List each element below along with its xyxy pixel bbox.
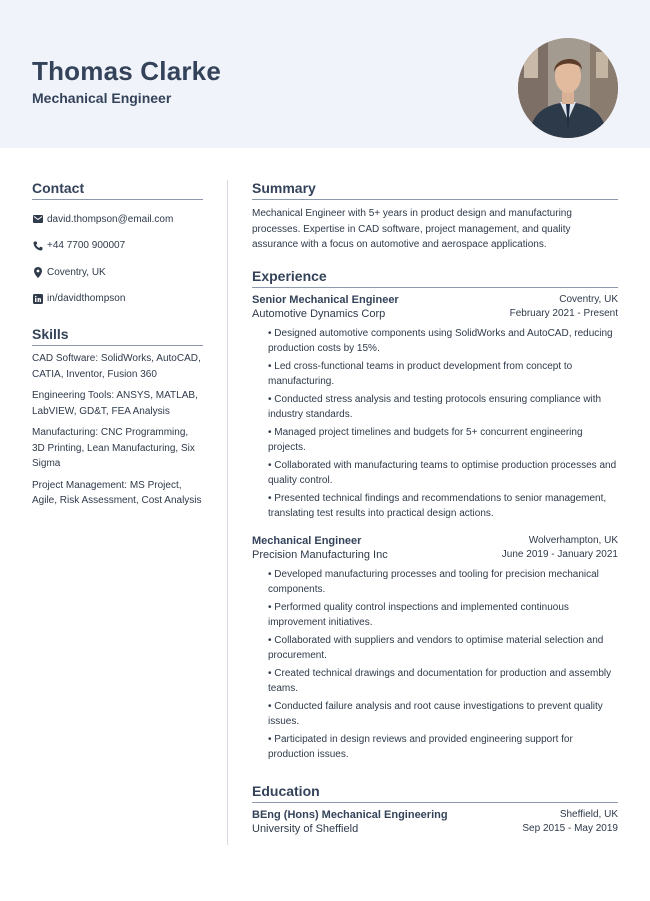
summary-heading: Summary bbox=[252, 180, 618, 200]
skill-item: Project Management: MS Project, Agile, Risk Assessment, Cost Analysis bbox=[32, 479, 202, 506]
location-icon bbox=[32, 267, 43, 278]
job-location: Coventry, UK bbox=[559, 293, 618, 305]
job-bullets bbox=[252, 567, 618, 763]
candidate-name: Thomas Clarke bbox=[32, 56, 222, 86]
skill-item: Manufacturing: CNC Programming, 3D Printing, Lean Manufacturing, Six Sigma bbox=[32, 427, 195, 469]
job-dates: June 2019 - January 2021 bbox=[501, 549, 618, 560]
job-bullet: • Designed automotive components using SolidWorks and AutoCAD, reducing production costs by 15%. bbox=[268, 327, 613, 354]
degree-title: BEng (Hons) Mechanical Engineering bbox=[252, 808, 448, 821]
contact-linkedin-text: in/davidthompson bbox=[47, 293, 126, 305]
job-title: Senior Mechanical Engineer bbox=[252, 293, 399, 306]
contact-location bbox=[32, 259, 203, 286]
email-icon bbox=[32, 214, 43, 225]
contact-heading: Contact bbox=[32, 180, 203, 200]
job-title: Mechanical Engineer bbox=[252, 534, 362, 547]
right-column bbox=[252, 180, 618, 837]
job-bullet: • Led cross-functional teams in product development from concept to manufacturing. bbox=[268, 360, 573, 387]
skill-item: Engineering Tools: ANSYS, MATLAB, LabVIEW, GD&T, FEA Analysis bbox=[32, 390, 198, 417]
job-bullet: • Managed project timelines and budgets for 5+ concurrent engineering projects. bbox=[268, 426, 583, 453]
contact-phone[interactable] bbox=[32, 233, 203, 260]
summary-text: Mechanical Engineer with 5+ years in product design and manufacturing processes. Expertise in CAD software, project management, and quality assurance with a focus on automotive and aerospace applications. bbox=[252, 208, 572, 250]
job-company: Precision Manufacturing Inc bbox=[252, 549, 388, 561]
skills-list bbox=[32, 351, 203, 509]
contact-linkedin[interactable] bbox=[32, 286, 203, 313]
contact-location-text: Coventry, UK bbox=[47, 266, 106, 278]
job-bullet: • Created technical drawings and documentation for production and assembly teams. bbox=[268, 667, 612, 694]
job-bullet: • Collaborated with suppliers and vendors to optimise material selection and procurement. bbox=[268, 634, 604, 661]
job-bullets bbox=[252, 326, 618, 522]
skills-heading: Skills bbox=[32, 326, 203, 346]
job-bullet: • Conducted failure analysis and root cause investigations to prevent quality issues. bbox=[268, 700, 603, 727]
job-bullet: • Conducted stress analysis and testing protocols ensuring compliance with industry standards. bbox=[268, 393, 602, 420]
job-entry bbox=[252, 293, 618, 522]
job-bullet: • Developed manufacturing processes and tooling for precision mechanical components. bbox=[268, 568, 599, 595]
contact-email[interactable] bbox=[32, 206, 203, 233]
job-bullet: • Participated in design reviews and provided engineering support for production issues. bbox=[268, 733, 573, 760]
contact-phone-text: +44 7700 900007 bbox=[47, 240, 126, 252]
resume-header bbox=[0, 0, 650, 148]
job-bullet: • Performed quality control inspections and implemented continuous improvement initiatives. bbox=[268, 601, 569, 628]
linkedin-icon bbox=[32, 293, 43, 304]
experience-heading: Experience bbox=[252, 268, 618, 288]
contact-email-text: david.thompson@email.com bbox=[47, 213, 174, 225]
job-bullet: • Collaborated with manufacturing teams to optimise production processes and quality control. bbox=[268, 459, 617, 486]
education-heading: Education bbox=[252, 783, 618, 803]
education-dates: Sep 2015 - May 2019 bbox=[522, 823, 618, 834]
job-entry bbox=[252, 534, 618, 763]
profile-photo bbox=[518, 38, 618, 138]
school-name: University of Sheffield bbox=[252, 823, 359, 835]
column-divider bbox=[227, 180, 228, 845]
education-location: Sheffield, UK bbox=[559, 808, 618, 820]
job-bullet: • Presented technical findings and recommendations to senior management, translating test results into practical design actions. bbox=[268, 492, 607, 519]
left-column bbox=[32, 180, 203, 509]
education-entry bbox=[252, 808, 618, 837]
candidate-title: Mechanical Engineer bbox=[32, 90, 172, 106]
skill-item: CAD Software: SolidWorks, AutoCAD, CATIA, Inventor, Fusion 360 bbox=[32, 353, 201, 380]
phone-icon bbox=[32, 240, 43, 251]
job-location: Wolverhampton, UK bbox=[528, 534, 618, 546]
job-company: Automotive Dynamics Corp bbox=[252, 308, 386, 320]
contact-list bbox=[32, 206, 203, 312]
job-dates: February 2021 - Present bbox=[509, 308, 618, 319]
